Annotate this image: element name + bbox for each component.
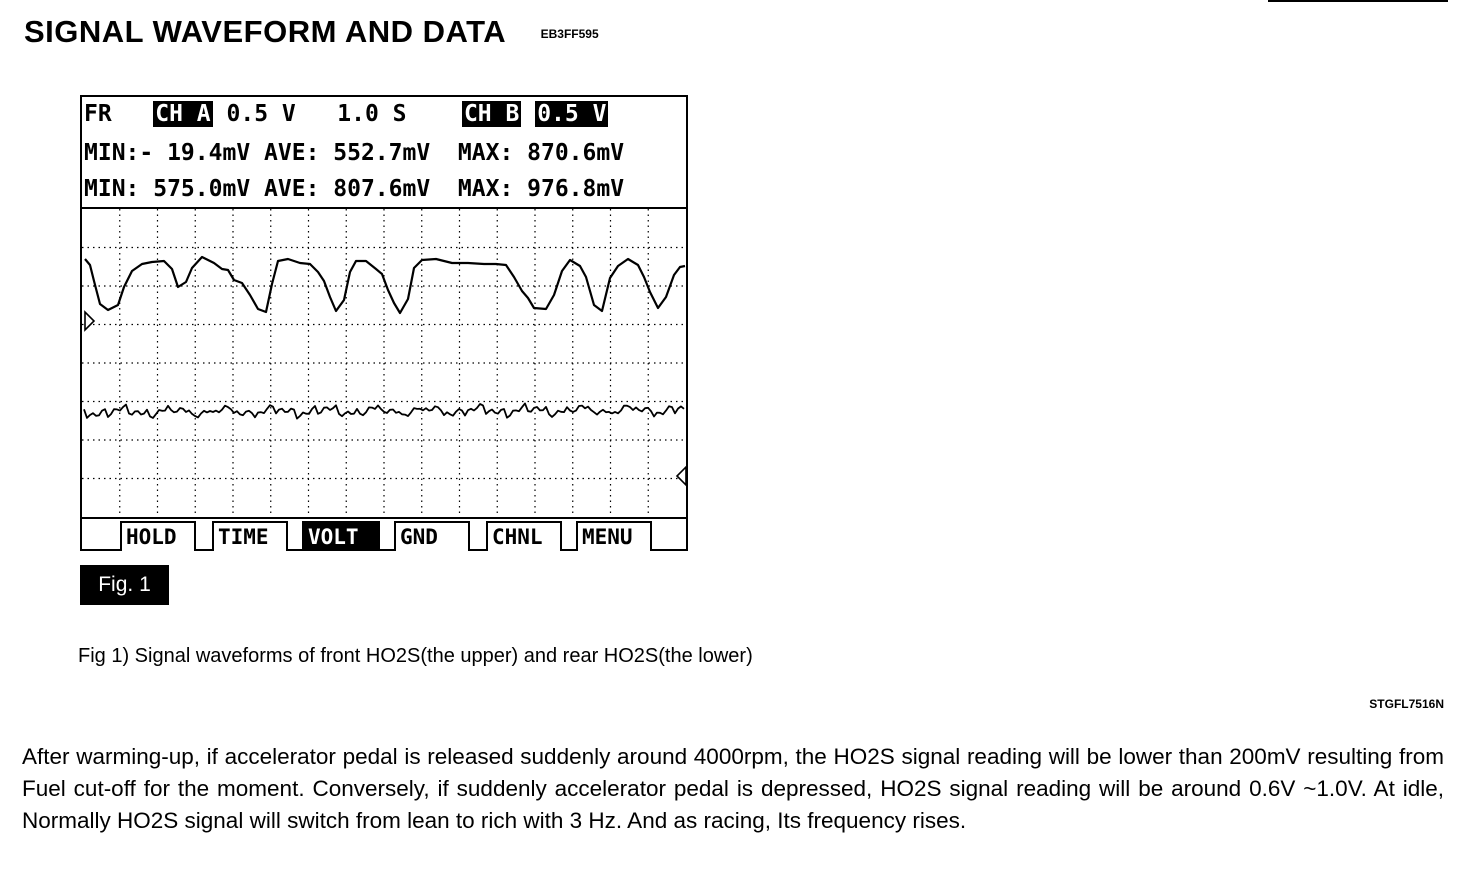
gnd-button[interactable]: GND [394,521,470,551]
rear-ho2s-waveform [84,403,684,418]
ch-a-scale: 0.5 V [226,101,296,127]
volt-button[interactable]: VOLT [302,521,380,551]
chnl-button[interactable]: CHNL [486,521,562,551]
ch-a-ave: AVE: 552.7mV [264,140,431,166]
scope-header [82,97,686,209]
section-heading [24,14,599,50]
section-title: SIGNAL WAVEFORM AND DATA [24,14,507,49]
ch-b-scale: 0.5 V [537,101,607,127]
ch-b-label: CH B [463,101,520,127]
scope-header-row-1 [84,99,608,129]
fr-label: FR [84,101,112,127]
scope-header-row-2 [84,138,624,168]
section-code: EB3FF595 [540,27,599,41]
ch-a-label: CH A [155,101,211,127]
time-scale: 1.0 S [337,101,407,127]
scope-button-bar [82,517,686,551]
ch-a-min: MIN:- 19.4mV [84,140,251,166]
ch-b-max: MAX: 976.8mV [457,176,625,202]
figure-code: STGFL7516N [1369,697,1444,711]
waveform-svg [82,209,686,517]
oscilloscope-screen [80,95,688,551]
ch-a-max: MAX: 870.6mV [457,140,625,166]
top-rule [1268,0,1448,2]
hold-button[interactable]: HOLD [120,521,196,551]
ch-b-min: MIN: 575.0mV [84,176,251,202]
time-button[interactable]: TIME [212,521,288,551]
ch-b-ground-marker [677,467,686,485]
front-ho2s-waveform [85,257,685,313]
scope-header-row-3 [84,174,624,204]
description-paragraph: After warming-up, if accelerator pedal is released suddenly around 4000rpm, the HO2S signal reading will be lower than 200mV resulting from Fuel cut-off for the moment. Conversely, if suddenly accelerator pedal is depressed, HO2S signal reading will be around 0.6V ~1.0V. At idle, Normally HO2S signal will switch from lean to rich with 3 Hz. And as racing, Its frequency rises. [22,744,1444,833]
plot-grid [82,209,686,517]
ch-b-ave: AVE: 807.6mV [264,176,431,202]
figure-badge: Fig. 1 [80,565,169,605]
ch-a-ground-marker [85,312,94,330]
figure-caption: Fig 1) Signal waveforms of front HO2S(the upper) and rear HO2S(the lower) [78,645,753,667]
menu-button[interactable]: MENU [576,521,652,551]
waveform-plot [82,209,686,517]
